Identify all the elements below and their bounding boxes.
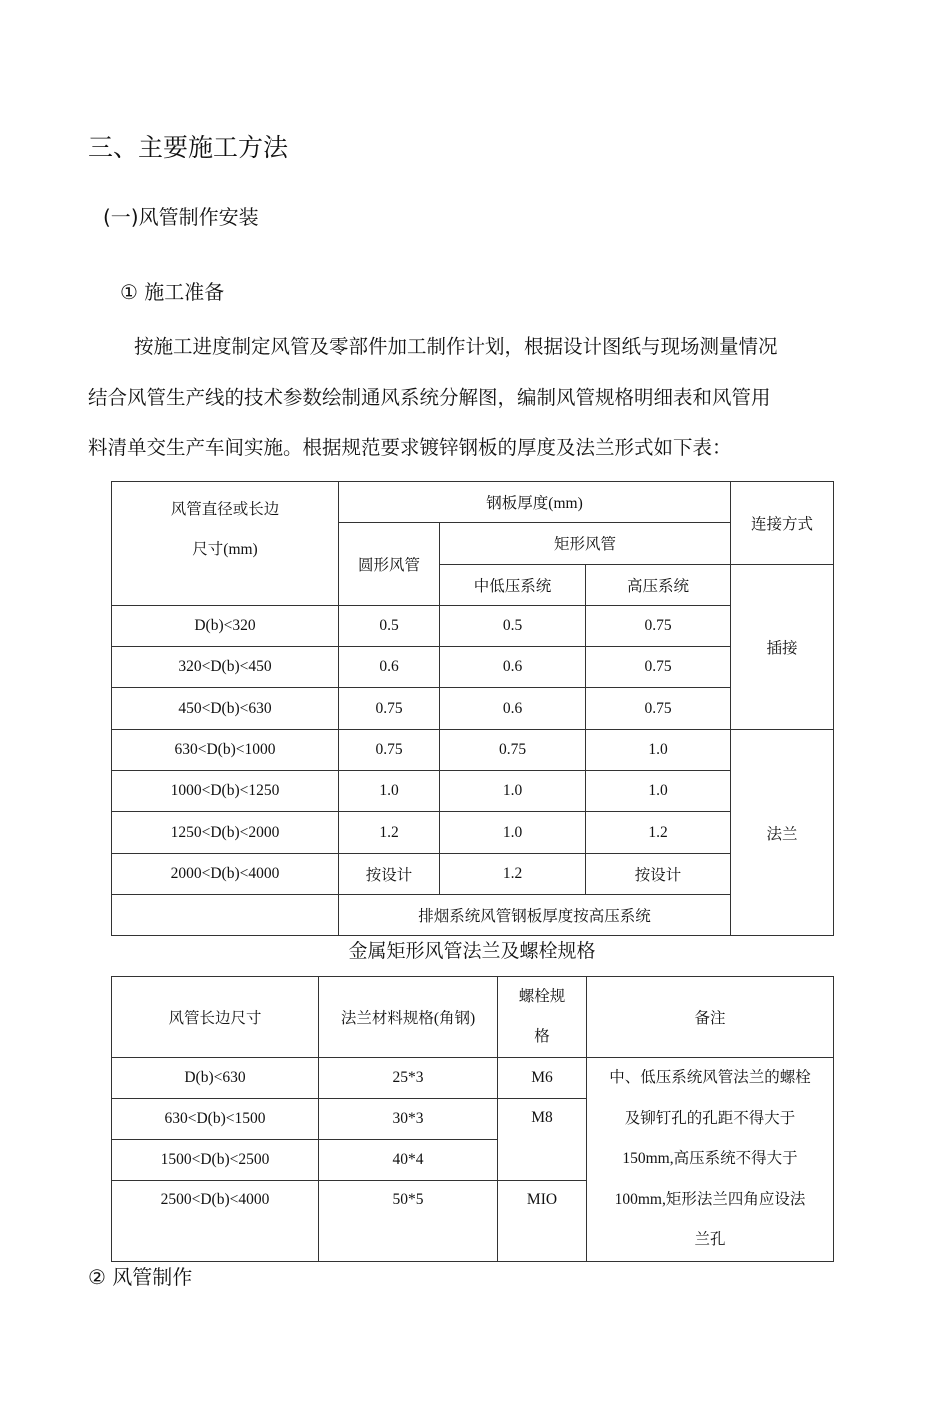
round-cell: 0.6: [339, 647, 440, 688]
flange-bolt-table: [111, 976, 834, 1262]
remark-cell: 中、低压系统风管法兰的螺栓 及铆钉孔的孔距不得大于 150mm,高压系统不得大于 100mm,矩形法兰四角应设法 兰孔: [587, 1058, 834, 1262]
high-cell: 1.0: [586, 729, 731, 770]
round-cell: 0.5: [339, 605, 440, 646]
material-cell: 30*3: [319, 1098, 498, 1140]
header-connection: 连接方式: [731, 482, 834, 565]
bolt-cell: M6: [498, 1058, 587, 1099]
size-cell: 630<D(b)<1500: [112, 1098, 319, 1140]
size-cell: 2500<D(b)<4000: [112, 1180, 319, 1261]
header-bolt-spec: 螺栓规 格: [498, 977, 587, 1058]
lowmid-cell: 1.2: [440, 853, 586, 894]
high-cell: 1.0: [586, 771, 731, 812]
high-cell: 按设计: [586, 853, 731, 894]
round-cell: 1.0: [339, 771, 440, 812]
empty-cell: [112, 894, 339, 935]
size-cell: 1250<D(b)<2000: [112, 812, 339, 853]
size-cell: D(b)<630: [112, 1058, 319, 1099]
high-cell: 0.75: [586, 688, 731, 729]
size-cell: 450<D(b)<630: [112, 688, 339, 729]
header-high-pressure: 高压系统: [586, 564, 731, 605]
round-cell: 按设计: [339, 853, 440, 894]
header-thickness: 钢板厚度(mm): [339, 482, 731, 523]
step-heading-preparation: ① 施工准备: [120, 280, 225, 304]
header-duct-size: 风管直径或长边 尺寸(mm): [112, 482, 339, 606]
steel-thickness-table: [111, 481, 834, 936]
bolt-cell: M8: [498, 1098, 587, 1180]
connection-flange: 法兰: [731, 729, 834, 935]
size-cell: D(b)<320: [112, 605, 339, 646]
bolt-cell: MIO: [498, 1180, 587, 1261]
size-cell: 2000<D(b)<4000: [112, 853, 339, 894]
high-cell: 1.2: [586, 812, 731, 853]
lowmid-cell: 0.75: [440, 729, 586, 770]
lowmid-cell: 0.5: [440, 605, 586, 646]
lowmid-cell: 1.0: [440, 812, 586, 853]
lowmid-cell: 0.6: [440, 688, 586, 729]
paragraph-line: 结合风管生产线的技术参数绘制通风系统分解图，编制风管规格明细表和风管用: [88, 385, 771, 409]
step-heading-duct-fabrication: ② 风管制作: [88, 1265, 193, 1289]
body-paragraph: [88, 322, 878, 474]
size-cell: 630<D(b)<1000: [112, 729, 339, 770]
high-cell: 0.75: [586, 605, 731, 646]
material-cell: 25*3: [319, 1058, 498, 1099]
round-cell: 0.75: [339, 688, 440, 729]
section-heading: 三、主要施工方法: [88, 133, 289, 162]
connection-insert: 插接: [731, 564, 834, 729]
header-low-mid-pressure: 中低压系统: [440, 564, 586, 605]
round-cell: 0.75: [339, 729, 440, 770]
high-cell: 0.75: [586, 647, 731, 688]
size-cell: 320<D(b)<450: [112, 647, 339, 688]
material-cell: 50*5: [319, 1180, 498, 1261]
header-flange-material: 法兰材料规格(角钢): [319, 977, 498, 1058]
header-duct-long-side: 风管长边尺寸: [112, 977, 319, 1058]
paragraph-line: 料清单交生产车间实施。根据规范要求镀锌钢板的厚度及法兰形式如下表：: [88, 436, 732, 459]
header-round-duct: 圆形风管: [339, 523, 440, 606]
smoke-exhaust-note: 排烟系统风管钢板厚度按高压系统: [339, 894, 731, 935]
size-cell: 1000<D(b)<1250: [112, 771, 339, 812]
lowmid-cell: 0.6: [440, 647, 586, 688]
lowmid-cell: 1.0: [440, 771, 586, 812]
size-cell: 1500<D(b)<2500: [112, 1140, 319, 1181]
material-cell: 40*4: [319, 1140, 498, 1181]
table-caption: 金属矩形风管法兰及螺栓规格: [348, 940, 596, 962]
subsection-heading: (一)风管制作安装: [103, 205, 259, 229]
paragraph-line: 按施工进度制定风管及零部件加工制作计划，根据设计图纸与现场测量情况: [134, 335, 778, 358]
round-cell: 1.2: [339, 812, 440, 853]
header-rect-duct: 矩形风管: [440, 523, 731, 564]
header-remark: 备注: [587, 977, 834, 1058]
